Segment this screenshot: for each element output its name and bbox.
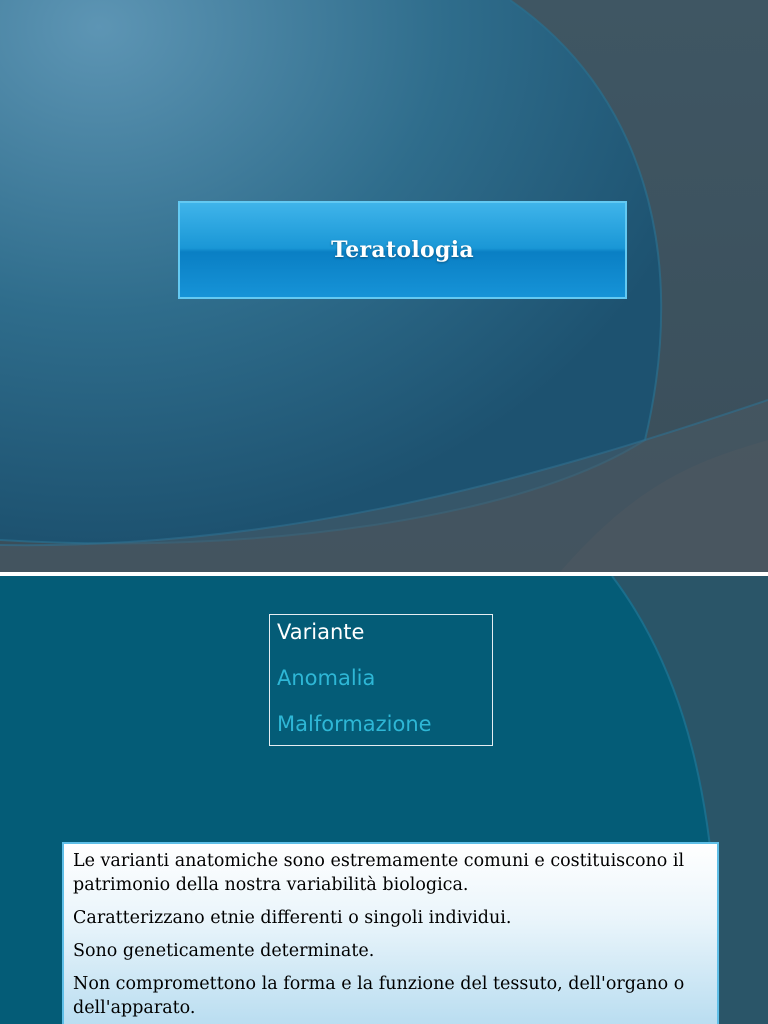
terms-box <box>269 614 493 746</box>
description-box <box>62 842 719 1024</box>
term-malformazione: Malformazione <box>277 712 432 736</box>
title-box <box>178 201 627 299</box>
slide-title-text: Teratologia <box>331 237 474 263</box>
paragraph-definition: Le varianti anatomiche sono estremamente comuni e costituiscono il patrimonio della nostra variabilità biologica. <box>73 851 685 895</box>
term-variante: Variante <box>277 620 365 644</box>
paragraph-genetic: Sono geneticamente determinate. <box>73 941 375 961</box>
slide-definitions <box>0 576 768 1024</box>
term-anomalia: Anomalia <box>277 666 376 690</box>
paragraph-function: Non compromettono la forma e la funzione del tessuto, dell'organo o dell'apparato. <box>73 974 685 1018</box>
paragraph-ethnicities: Caratterizzano etnie differenti o singoli individui. <box>73 908 512 928</box>
